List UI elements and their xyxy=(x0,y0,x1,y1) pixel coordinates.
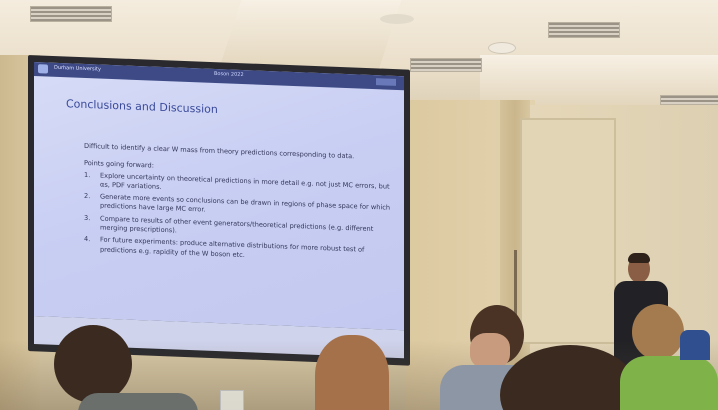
ceiling-vent xyxy=(660,95,718,105)
chair-back xyxy=(680,330,710,360)
point-text: For future experiments: produce alternative distributions for more robust test of predictions e.g. rapidity of the W boson etc. xyxy=(100,235,365,259)
presenter-hair xyxy=(628,253,650,263)
slide-header-tag xyxy=(376,78,396,86)
water-glass xyxy=(220,390,244,410)
point-text: Generate more events so conclusions can be drawn in regions of phase space for which predictions have large MC error. xyxy=(100,192,391,215)
ceiling-vent xyxy=(410,58,482,72)
slide-intro: Difficult to identify a clear W mass from theory predictions corresponding to data. xyxy=(84,141,355,161)
audience-member xyxy=(48,325,198,410)
slide-points-heading: Points going forward: xyxy=(84,159,154,170)
audience-member xyxy=(500,345,640,410)
ceiling-vent xyxy=(548,22,620,38)
ceiling-beam xyxy=(219,0,402,70)
point-number: 1. xyxy=(84,170,91,179)
projected-slide xyxy=(34,62,404,330)
slide-header-institution: Durham University xyxy=(54,64,101,73)
audience-head xyxy=(315,335,389,410)
slide-title: Conclusions and Discussion xyxy=(66,97,218,117)
audience-shoulders xyxy=(78,393,198,410)
smoke-detector xyxy=(488,42,516,54)
point-number: 4. xyxy=(84,235,91,244)
ceiling-vent xyxy=(30,6,112,22)
point-text: Explore uncertainty on theoretical predictions in more detail e.g. not just MC errors, but αs, PDF variations. xyxy=(100,171,390,191)
audience-member xyxy=(315,335,395,410)
point-text: Compare to results of other event generators/theoretical predictions (e.g. different merging prescriptions). xyxy=(100,214,374,235)
audience-head xyxy=(500,345,640,410)
university-logo-icon xyxy=(38,64,48,73)
ceiling-light xyxy=(380,14,414,24)
slide-body xyxy=(84,142,394,269)
point-number: 2. xyxy=(84,192,91,201)
audience-head xyxy=(632,304,684,360)
audience-head xyxy=(54,325,132,403)
audience-shoulders xyxy=(620,356,718,410)
slide-header-center: Boson 2022 xyxy=(214,70,244,79)
point-number: 3. xyxy=(84,213,91,222)
